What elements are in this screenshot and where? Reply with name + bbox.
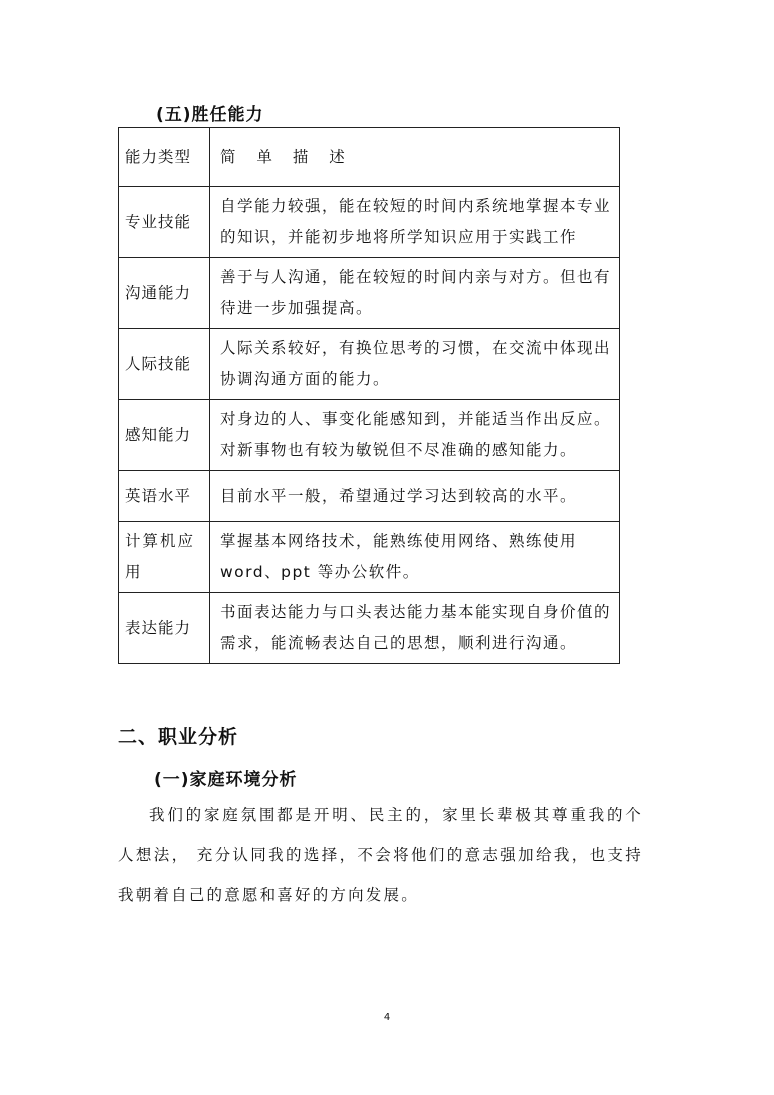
section-heading: 二、职业分析 (118, 726, 239, 748)
table-row (119, 329, 620, 400)
table-row (119, 400, 620, 471)
table-row (119, 593, 620, 664)
page-number: 4 (383, 1012, 391, 1023)
table-row (119, 522, 620, 593)
row-desc: 书面表达能力与口头表达能力基本能实现自身价值的需求，能流畅表达自己的思想，顺利进行沟通。 (210, 593, 620, 664)
competency-heading: (五)胜任能力 (156, 105, 264, 125)
table-row (119, 258, 620, 329)
body-paragraph: 我们的家庭氛围都是开明、民主的，家里长辈极其尊重我的个人想法， 充分认同我的选择，不会将他们的意志强加给我，也支持我朝着自己的意愿和喜好的方向发展。 (118, 806, 643, 904)
header-desc: 简 单 描 述 (210, 128, 620, 187)
row-desc: 自学能力较强，能在较短的时间内系统地掌握本专业的知识，并能初步地将所学知识应用于实践工作 (210, 187, 620, 258)
row-desc: 人际关系较好，有换位思考的习惯，在交流中体现出协调沟通方面的能力。 (210, 329, 620, 400)
row-desc: 掌握基本网络技术，能熟练使用网络、熟练使用 word、ppt 等办公软件。 (210, 522, 620, 593)
row-type: 计算机应用 (119, 522, 210, 593)
subsection-heading: (一)家庭环境分析 (154, 770, 298, 790)
row-desc: 对身边的人、事变化能感知到，并能适当作出反应。对新事物也有较为敏锐但不尽准确的感知能力。 (210, 400, 620, 471)
header-type: 能力类型 (119, 128, 210, 187)
competency-table (118, 127, 620, 664)
table-header-row (119, 128, 620, 187)
table-row (119, 471, 620, 522)
row-type: 人际技能 (119, 329, 210, 400)
row-desc: 善于与人沟通，能在较短的时间内亲与对方。但也有待进一步加强提高。 (210, 258, 620, 329)
row-type: 沟通能力 (119, 258, 210, 329)
row-type: 英语水平 (119, 471, 210, 522)
row-type: 感知能力 (119, 400, 210, 471)
row-type: 表达能力 (119, 593, 210, 664)
row-desc: 目前水平一般，希望通过学习达到较高的水平。 (210, 471, 620, 522)
row-type: 专业技能 (119, 187, 210, 258)
table-row (119, 187, 620, 258)
